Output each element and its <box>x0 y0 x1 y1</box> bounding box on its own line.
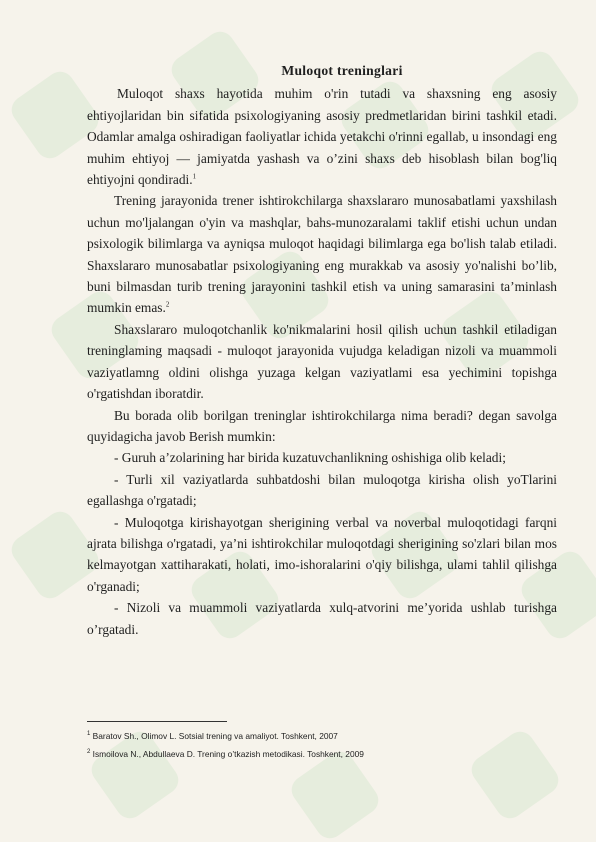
document-body <box>87 60 557 640</box>
footnote-text: Baratov Sh., Olimov L. Sotsial trening va amaliyot. Toshkent, 2007 <box>92 731 338 741</box>
footnote-text: Ismoilova N., Abdullaeva D. Trening o’tkazish metodikasi. Toshkent, 2009 <box>92 749 364 759</box>
list-item-1 <box>87 447 557 468</box>
list-item-2 <box>87 469 557 512</box>
paragraph-1 <box>87 83 557 190</box>
footnote-ref-2[interactable]: 2 <box>165 301 170 309</box>
paragraph-list <box>87 83 557 640</box>
list-item-text: - Muloqotga kirishayotgan sherigining verbal va noverbal muloqotidagi farqni ajrata bilishga o'rgatadi, ya’ni ishtirokchilar muloqotdagi sherigining so'zlari bilan mos kelmayotgan xattiharakati, holati, imo-ishoralarini o'qiy bilishga, ulami tahlil qilishga o'rganadi; <box>87 514 557 594</box>
footnotes <box>87 727 557 763</box>
footnote-1 <box>87 727 557 745</box>
footnote-ref-1[interactable]: 1 <box>192 172 197 181</box>
footnote-divider <box>87 721 227 722</box>
paragraph-text: Trening jarayonida trener ishtirokchilarga shaxslararo munosabatlami yaxshilash uchun mo'ljalangan o'yin va mashqlar, bahs-munozaralami taklif etishi uchun undan psixologik bilimlarga va ayniqsa muloqot haqidagi bilimlarga ega bo'lish talab etiladi. Shaxslararo munosabatlar psixologiyaning eng murakkab va asosiy yo'nalishi bo’lib, buni bilmasdan turib trening jarayonini tashkil etish va uning samarasini ta’minlash mumkin emas. <box>87 193 557 316</box>
list-item-text: - Turli xil vaziyatlarda suhbatdoshi bilan muloqotga kirisha olish yoTlarini egallashga o'rgatadi; <box>87 471 557 509</box>
footnote-2 <box>87 745 557 763</box>
paragraph-text: Bu borada olib borilgan treninglar ishtirokchilarga nima beradi? degan savolga quyidagicha javob Berish mumkin: <box>87 407 557 444</box>
paragraph-2 <box>87 190 557 318</box>
paragraph-4 <box>87 405 557 448</box>
footnote-number: 2 <box>87 749 91 756</box>
list-item-4 <box>87 597 557 640</box>
list-item-text: - Guruh a’zolarining har birida kuzatuvchanlikning oshishiga olib keladi; <box>114 450 506 466</box>
footnote-number: 1 <box>87 731 91 738</box>
list-item-3 <box>87 512 557 598</box>
list-item-text: - Nizoli va muammoli vaziyatlarda xulq-atvorini me’yorida ushlab turishga o’rgatadi. <box>87 600 557 637</box>
paragraph-3 <box>87 319 557 405</box>
paragraph-text: Shaxslararo muloqotchanlik ko'nikmalarini hosil qilish uchun tashkil etiladigan treninglaming maqsadi - muloqot jarayonida vujudga keladigan nizoli va muammoli vaziyatlamng oldini olishga yuzaga kelgan vaziyatlami esa yechimini topishga o'rgatishdan iboratdir. <box>87 321 557 402</box>
page-title: Muloqot treninglari <box>281 63 403 78</box>
paragraph-text: Muloqot shaxs hayotida muhim o'rin tutadi va shaxsning eng asosiy ehtiyojlaridan bin sifatida psixologiyaning asosiy predmetlaridan birini tashkil etadi. Odamlar amalga oshiradigan faoliyatlar ichida yetakchi o'rinni egallab, u insondagi eng muhim ehtiyoj — jamiyatda yashash va o’zini shaxs deb hisoblash bilan bog'liq ehtiyojni qondiradi. <box>87 86 557 188</box>
